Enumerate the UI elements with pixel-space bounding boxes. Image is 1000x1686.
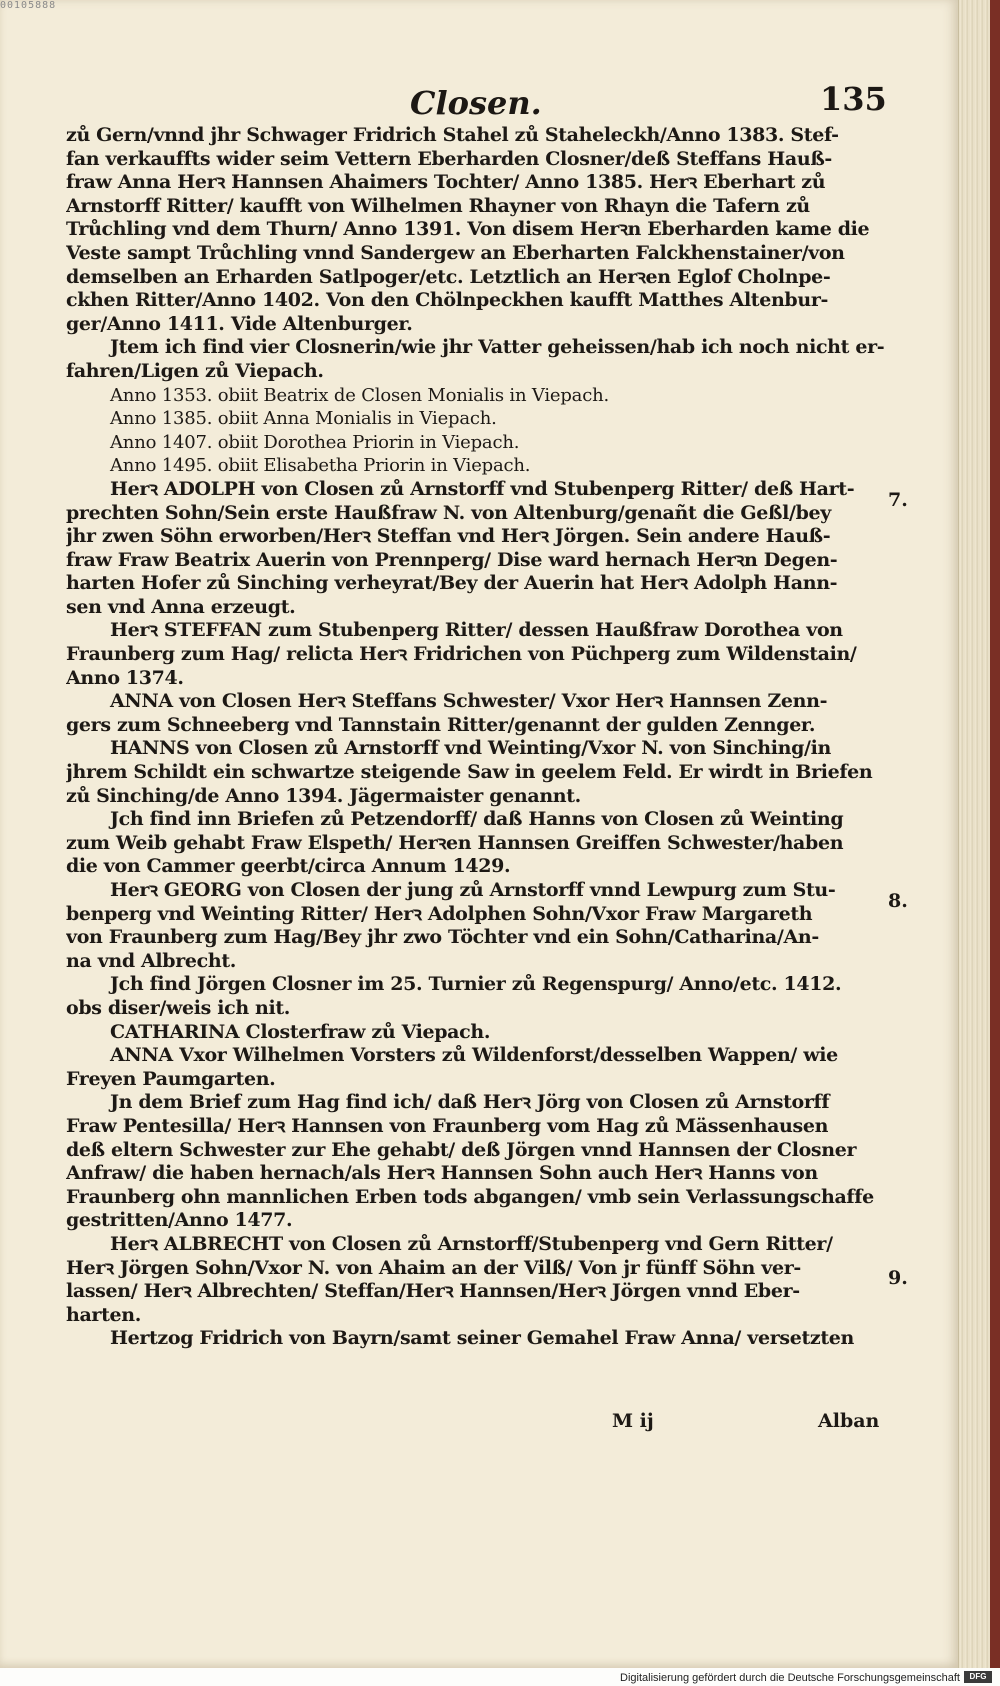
text-line: jhr zwen Söhn erworben/Herꝛ Steffan vnd Herꝛ Jörgen. Sein andere Hauß-	[66, 525, 831, 548]
text-line: Anfraw/ die haben hernach/als Herꝛ Hannsen Sohn auch Herꝛ Hanns von	[66, 1162, 818, 1185]
text-line: Anno 1374.	[66, 666, 184, 689]
text-line: zů Sinching/de Anno 1394. Jägermaister genannt.	[66, 784, 581, 807]
text-line: Anno 1353. obiit Beatrix de Closen Monialis in Viepach.	[110, 384, 610, 406]
text-line: Hertzog Fridrich von Bayrn/samt seiner Gemahel Fraw Anna/ versetzten	[110, 1327, 854, 1350]
signature-mark: M ij	[612, 1410, 654, 1432]
text-line: Veste sampt Trůchling vnnd Sandergew an Eberharten Falckhenstainer/von	[66, 241, 845, 264]
text-line: Anno 1407. obiit Dorothea Priorin in Viepach.	[110, 431, 520, 453]
text-line: Fraunberg ohn mannlichen Erben tods abgangen/ vmb sein Verlassungschaffe	[66, 1185, 874, 1208]
marginal-number: 9.	[888, 1267, 908, 1289]
text-line: Anno 1495. obiit Elisabetha Priorin in Viepach.	[110, 455, 531, 477]
text-line: obs diser/weis ich nit.	[66, 996, 291, 1019]
text-line: CATHARINA Closterfraw zů Viepach.	[110, 1020, 491, 1043]
text-line: zů Gern/vnnd jhr Schwager Fridrich Stahel zů Staheleckh/Anno 1383. Stef-	[66, 124, 839, 146]
text-line: ger/Anno 1411. Vide Altenburger.	[66, 312, 413, 335]
text-line: deß eltern Schwester zur Ehe gehabt/ deß Jörgen vnnd Hannsen der Closner	[66, 1138, 857, 1161]
text-line: demselben an Erharden Satlpoger/etc. Letztlich an Herꝛen Eglof Cholnpe-	[66, 265, 831, 288]
text-line: Herꝛ STEFFAN zum Stubenperg Ritter/ dessen Haußfraw Dorothea von	[110, 619, 843, 642]
running-head: Closen.	[410, 84, 542, 122]
folio-number: 135	[820, 80, 887, 118]
text-line: Anno 1385. obiit Anna Monialis in Viepach.	[110, 408, 497, 430]
text-line: harten Hofer zů Sinching verheyrat/Bey der Auerin hat Herꝛ Adolph Hann-	[66, 572, 838, 595]
text-line: ANNA Vxor Wilhelmen Vorsters zů Wildenforst/desselben Wappen/ wie	[110, 1044, 838, 1067]
text-line: die von Cammer geerbt/circa Annum 1429.	[66, 855, 511, 878]
text-line: gers zum Schneeberg vnd Tannstain Ritter/genannt der gulden Zennger.	[66, 713, 816, 736]
text-line: na vnd Albrecht.	[66, 949, 237, 972]
funding-notice: Digitalisierung gefördert durch die Deutsche Forschungsgemeinschaft	[620, 1672, 960, 1684]
marginal-number: 7.	[888, 489, 908, 511]
text-line: zum Weib gehabt Fraw Elspeth/ Herꝛen Hannsen Greiffen Schwester/haben	[66, 831, 844, 854]
text-line: lassen/ Herꝛ Albrechten/ Steffan/Herꝛ Hannsen/Herꝛ Jörgen vnnd Eber-	[66, 1280, 800, 1303]
marginal-number: 8.	[888, 890, 908, 912]
text-line: sen vnd Anna erzeugt.	[66, 595, 296, 618]
text-line: ANNA von Closen Herꝛ Steffans Schwester/ Vxor Herꝛ Hannsen Zenn-	[110, 690, 828, 713]
body-text	[66, 124, 884, 1351]
text-line: fan verkauffts wider seim Vettern Eberharden Closner/deß Steffans Hauß-	[66, 147, 832, 170]
text-line: HANNS von Closen zů Arnstorff vnd Weinting/Vxor N. von Sinching/in	[110, 737, 831, 760]
text-line: benperg vnd Weinting Ritter/ Herꝛ Adolphen Sohn/Vxor Fraw Margareth	[66, 902, 813, 925]
text-line: Fraw Pentesilla/ Herꝛ Hannsen von Fraunberg vom Hag zů Mässenhausen	[66, 1114, 829, 1137]
text-line: Freyen Paumgarten.	[66, 1067, 276, 1090]
text-line: Jn dem Brief zum Hag find ich/ daß Herꝛ Jörg von Closen zů Arnstorff	[110, 1091, 830, 1114]
text-line: fraw Fraw Beatrix Auerin von Prennperg/ Dise ward hernach Herꝛn Degen-	[66, 548, 838, 571]
text-line: ckhen Ritter/Anno 1402. Von den Chölnpeckhen kaufft Matthes Altenbur-	[66, 289, 829, 312]
catchword: Alban	[818, 1410, 880, 1432]
text-line: Trůchling vnd dem Thurn/ Anno 1391. Von disem Herꝛn Eberharden kame die	[66, 218, 870, 241]
text-line: Herꝛ GEORG von Closen der jung zů Arnstorff vnnd Lewpurg zum Stu-	[110, 879, 836, 901]
text-line: Herꝛ ALBRECHT von Closen zů Arnstorff/Stubenperg vnd Gern Ritter/	[110, 1232, 833, 1255]
text-line: Jch find inn Briefen zů Petzendorff/ daß Hanns von Closen zů Weinting	[110, 808, 844, 831]
text-line: fahren/Ligen zů Viepach.	[66, 359, 324, 382]
text-line: fraw Anna Herꝛ Hannsen Ahaimers Tochter/ Anno 1385. Herꝛ Eberhart zů	[66, 171, 826, 194]
text-line: Jch find Jörgen Closner im 25. Turnier zů Regenspurg/ Anno/etc. 1412.	[110, 973, 842, 996]
text-line: jhrem Schildt ein schwartze steigende Saw in geelem Feld. Er wirdt in Briefen	[66, 761, 873, 784]
text-line: Arnstorff Ritter/ kaufft von Wilhelmen Rhayner von Rhayn die Tafern zů	[66, 194, 810, 217]
dfg-logo: DFG	[964, 1671, 992, 1683]
binding-edge	[990, 0, 1000, 1668]
text-line: Jtem ich find vier Closnerin/wie jhr Vatter geheissen/hab ich noch nicht er-	[110, 336, 884, 359]
text-line: prechten Sohn/Sein erste Haußfraw N. von Altenburg/genañt die Geßl/bey	[66, 501, 831, 524]
text-line: Herꝛ Jörgen Sohn/Vxor N. von Ahaim an der Vilß/ Von jr fünff Söhn ver-	[66, 1256, 801, 1279]
text-line: Herꝛ ADOLPH von Closen zů Arnstorff vnd Stubenperg Ritter/ deß Hart-	[110, 477, 855, 500]
text-line: Fraunberg zum Hag/ relicta Herꝛ Fridrichen von Püchperg zum Wildenstain/	[66, 643, 857, 666]
text-line: harten.	[66, 1303, 141, 1326]
text-line: gestritten/Anno 1477.	[66, 1209, 293, 1232]
scan-id: 00105888	[0, 0, 57, 11]
text-line: von Fraunberg zum Hag/Bey jhr zwo Töchter vnd ein Sohn/Catharina/An-	[66, 926, 819, 949]
